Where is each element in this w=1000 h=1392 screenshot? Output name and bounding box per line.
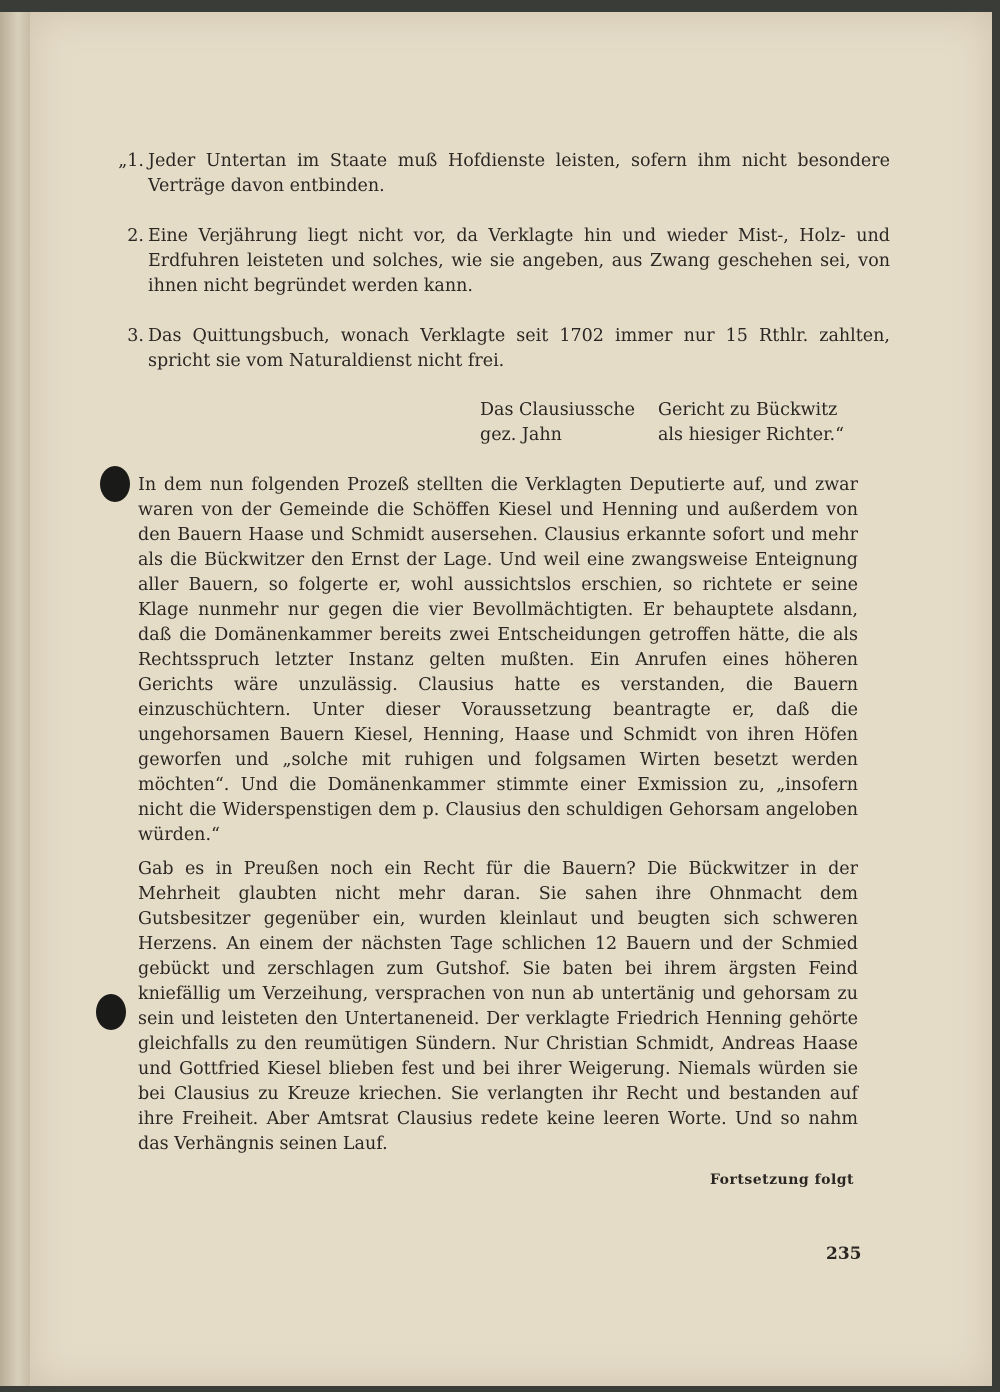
list-number: „1. (118, 151, 144, 171)
book-binding (0, 12, 30, 1386)
signature-line-2 (480, 423, 845, 448)
list-text: Eine Verjährung liegt nicht vor, da Verklagte hin und wieder Mist-, Holz- und Erdfuhren leisteten und solches, wie sie angeben, aus Zwang geschehen sei, von ihnen nicht begründet werden kann. (148, 226, 890, 296)
continuation-note: Fortsetzung folgt (710, 1172, 855, 1188)
signature-right: als hiesiger Richter.“ (658, 425, 845, 445)
paragraph-1: In dem nun folgenden Prozeß stellten die Verklagten Deputierte auf, und zwar waren von der Gemeinde die Schöffen Kiesel und Henning und außerdem von den Bauern Haase und Schmidt ausersehen. Clausius erkannte sofort und mehr als die Bückwitzer den Ernst der Lage. Und weil eine zwangsweise Enteignung aller Bauern, so folgerte er, wohl aussichtslos erschien, so richtete er seine Klage nunmehr nur gegen die vier Bevollmächtigten. Er behauptete alsdann, daß die Domänenkammer bereits zwei Entscheidungen getroffen hätte, die als Rechtsspruch letzter Instanz gelten mußten. Ein Anrufen eines höheren Gerichts wäre unzulässig. Clausius hatte es verstanden, die Bauern einzuschüchtern. Unter dieser Voraussetzung beantragte er, daß die ungehorsamen Bauern Kiesel, Henning, Haase und Schmidt von ihren Höfen geworfen und „solche mit ruhigen und folgsamen Wirten besetzt werden möchten“. Und die Domänenkammer stimmte einer Exmission zu, „insofern nicht die Widerspenstigen dem p. Clausius den schuldigen Gehorsam angeloben würden.“ (138, 475, 858, 845)
list-number: 3. (127, 326, 144, 346)
signature-left: Das Clausiussche (480, 400, 635, 420)
document-page (30, 12, 992, 1386)
list-item-1 (118, 149, 890, 199)
list-item-3 (127, 324, 890, 374)
signature-line-1 (480, 398, 838, 423)
list-number: 2. (127, 226, 144, 246)
signature-left: gez. Jahn (480, 425, 562, 445)
list-text: Jeder Untertan im Staate muß Hofdienste leisten, sofern ihm nicht besondere Verträge davon entbinden. (148, 151, 890, 196)
page-number: 235 (826, 1244, 862, 1264)
list-text: Das Quittungsbuch, wonach Verklagte seit 1702 immer nur 15 Rthlr. zahlten, spricht sie vom Naturaldienst nicht frei. (148, 326, 890, 371)
punch-hole (100, 466, 130, 502)
punch-hole (96, 994, 126, 1030)
signature-right: Gericht zu Bückwitz (658, 400, 838, 420)
paragraph-2: Gab es in Preußen noch ein Recht für die Bauern? Die Bückwitzer in der Mehrheit glaubten nicht mehr daran. Sie sahen ihre Ohnmacht dem Gutsbesitzer gegenüber ein, wurden kleinlaut und beugten sich schweren Herzens. An einem der nächsten Tage schlichen 12 Bauern und der Schmied gebückt und zerschlagen zum Gutshof. Sie baten bei ihrem ärgsten Feind kniefällig um Verzeihung, versprachen von nun ab untertänig und gehorsam zu sein und leisteten den Untertaneneid. Der verklagte Friedrich Henning gehörte gleichfalls zu den reumütigen Sündern. Nur Christian Schmidt, Andreas Haase und Gottfried Kiesel blieben fest und bei ihrer Weigerung. Niemals würden sie bei Clausius zu Kreuze kriechen. Sie verlangten ihr Recht und bestanden auf ihre Freiheit. Aber Amtsrat Clausius redete keine leeren Worte. Und so nahm das Verhängnis seinen Lauf. (138, 859, 858, 1154)
list-item-2 (127, 224, 890, 299)
